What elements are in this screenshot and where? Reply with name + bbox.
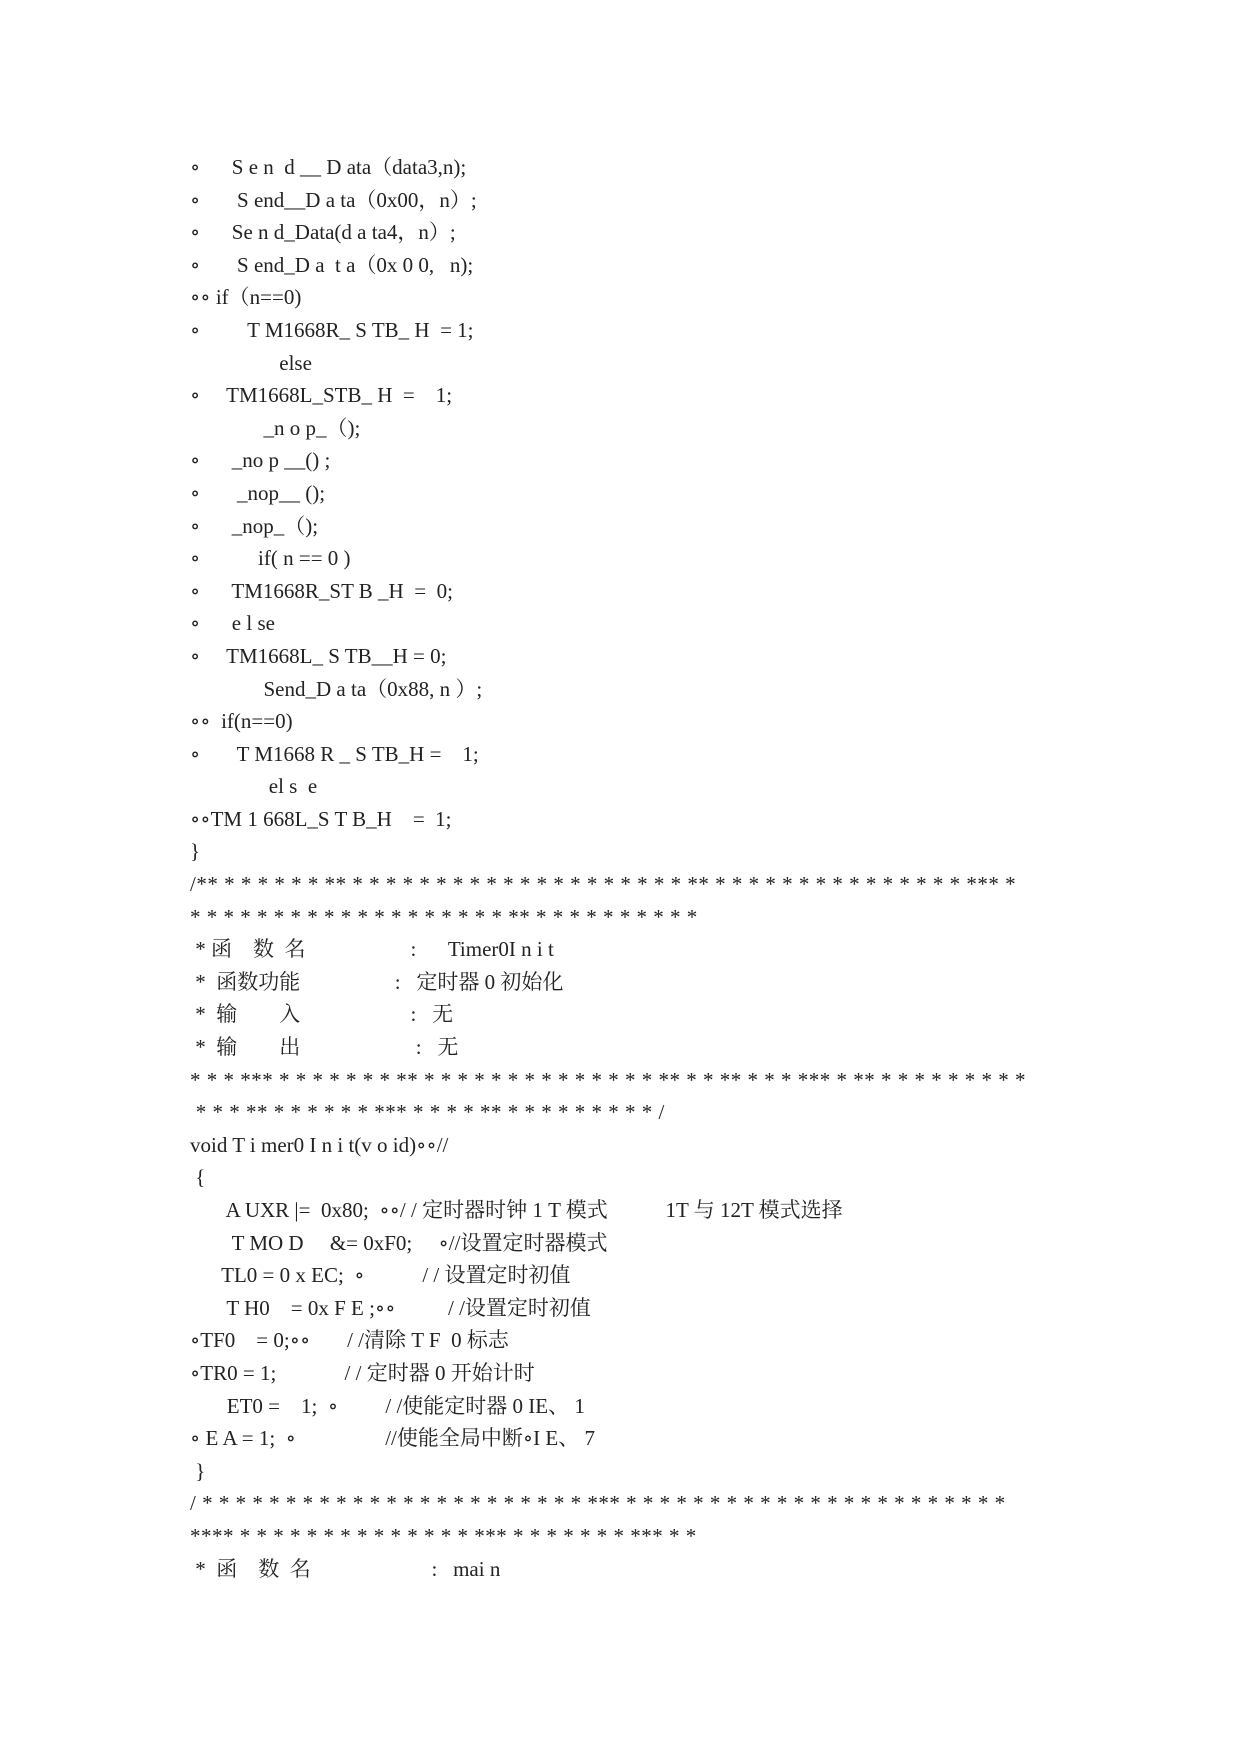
comment-line: * 函 数 名 : Timer0I n i t xyxy=(190,937,554,962)
comment-line: * 输 入 : 无 xyxy=(190,1002,454,1027)
code-line: T H0 = 0x F E ;∘∘ / /设置定时初值 xyxy=(190,1295,591,1320)
comment-border-line: /** * * * * * * ** * * * * * * * * * * * * * * * * * * * * ** * * * * * * * * * * * * * * * *** * xyxy=(190,872,1017,897)
code-line: ∘ _nop_（); xyxy=(190,513,319,538)
code-line: ∘ TM1668L_ S TB__H = 0; xyxy=(190,643,447,668)
code-line: TL0 = 0 x EC; ∘ / / 设置定时初值 xyxy=(190,1263,571,1288)
code-line: } xyxy=(190,839,201,864)
code-line: ∘ Se n d_Data(d a ta4，n）; xyxy=(190,220,456,245)
code-line: ∘TF0 = 0;∘∘ / /清除 T F 0 标志 xyxy=(190,1328,509,1353)
code-line: void T i mer0 I n i t(v o id)∘∘// xyxy=(190,1132,449,1157)
code-line: el s e xyxy=(190,774,318,799)
comment-line: * 输 出 : 无 xyxy=(190,1035,459,1060)
code-line: ∘ S end_D a t a（0x 0 0, n); xyxy=(190,252,474,277)
code-line: T MO D &= 0xF0; ∘//设置定时器模式 xyxy=(190,1230,608,1255)
code-line: ∘ T M1668R_ S TB_ H = 1; xyxy=(190,317,474,342)
code-line: ∘ _nop__ (); xyxy=(190,480,326,505)
code-line: ∘∘TM 1 668L_S T B_H = 1; xyxy=(190,806,452,831)
code-line: ∘∘ if（n==0) xyxy=(190,285,302,310)
code-line: Send_D a ta（0x88, n ）; xyxy=(190,676,483,701)
code-line: ET0 = 1; ∘ / /使能定时器 0 IE、 1 xyxy=(190,1393,585,1418)
code-line: } xyxy=(190,1458,206,1483)
comment-border-line: * * * *** * * * * * * * ** * * * * * * * * * * * * * * ** * * ** * * * *** * ** * * * * * * * * * xyxy=(190,1067,1026,1092)
code-line: ∘ E A = 1; ∘ //使能全局中断∘I E、 7 xyxy=(190,1426,595,1451)
code-line: A UXR |= 0x80; ∘∘/ / 定时器时钟 1 T 模式 1T 与 12T 模式选择 xyxy=(190,1198,843,1222)
code-line: ∘ TM1668L_STB_ H = 1; xyxy=(190,383,453,408)
comment-line: * 函数功能 : 定时器 0 初始化 xyxy=(190,969,564,994)
code-line: ∘TR0 = 1; / / 定时器 0 开始计时 xyxy=(190,1360,535,1385)
code-line: _n o p_（); xyxy=(190,415,361,440)
code-line: ∘ S end__D a ta（0x00，n）; xyxy=(190,187,477,212)
comment-line: * 函 数 名 : mai n xyxy=(190,1556,501,1581)
code-line: ∘ TM1668R_ST B _H = 0; xyxy=(190,578,453,603)
code-line: ∘ _no p __() ; xyxy=(190,448,331,473)
comment-border-line: **** * * * * * * * * * * * * * * *** * * * * * * * *** * * xyxy=(190,1523,697,1548)
code-line: { xyxy=(190,1165,206,1190)
code-line: ∘ e l se xyxy=(190,611,275,636)
code-line: else xyxy=(190,350,312,375)
code-line: ∘∘ if(n==0) xyxy=(190,709,293,734)
code-line: ∘ T M1668 R _ S TB_H = 1; xyxy=(190,741,479,766)
comment-border-line: / * * * * * * * * * * * * * * * * * * * * * * * *** * * * * * * * * * * * * * * * * * * * * * * * xyxy=(190,1491,1006,1516)
comment-border-line: * * * * * * * * * * * * * * * * * * * ** * * * * * * * * * * xyxy=(190,904,698,929)
code-line: ∘ if( n == 0 ) xyxy=(190,546,351,571)
comment-border-line: * * * ** * * * * * * *** * * * * ** * * * * * * * * * / xyxy=(190,1100,665,1125)
document-page xyxy=(190,151,1190,1585)
code-line: ∘ S e n d __ D ata（data3,n); xyxy=(190,155,467,179)
